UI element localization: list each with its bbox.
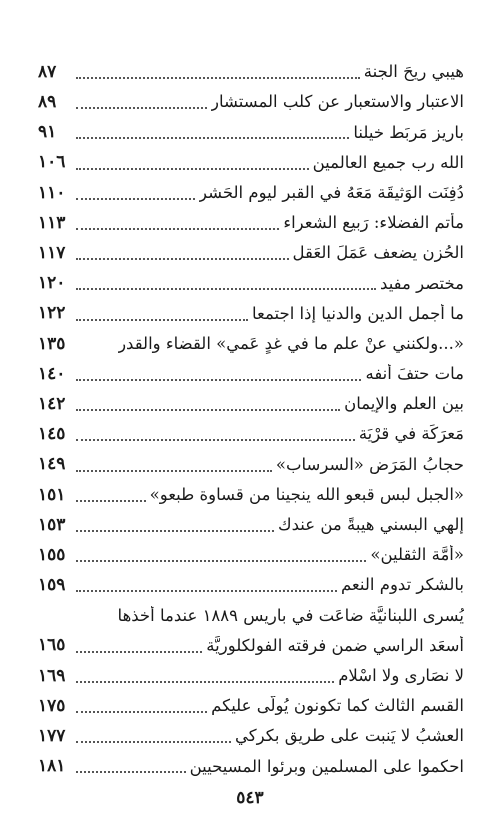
toc-entry-title: الله رب جميع العالمين (312, 152, 464, 172)
toc-entry-page-number: ١٠٦ (38, 152, 66, 173)
toc-entry (38, 359, 464, 389)
toc-entry (38, 87, 464, 117)
toc-entry-page-number: ١٥١ (38, 484, 66, 505)
toc-entry-title: حجابُ المَرَض «السرساب» (275, 454, 464, 474)
toc-entry-title: بين العلم والإيمان (344, 394, 464, 414)
toc-dot-leader (76, 651, 202, 653)
toc-dot-leader (76, 590, 337, 592)
toc-entry-title: «الجبل لبس قبعو الله ينجينا من قساوة طبعو» (149, 484, 464, 504)
toc-entry-page-number: ٩١ (38, 122, 57, 143)
page-number: ٥٤٣ (236, 788, 264, 808)
toc-dot-leader (76, 560, 366, 562)
toc-entry-title: إلهي البسني هيبةً من عندك (278, 515, 464, 534)
toc-entry-page-number: ١٦٩ (38, 665, 66, 686)
toc-entry (38, 148, 464, 178)
toc-entry (38, 178, 464, 208)
toc-entry (38, 57, 464, 87)
toc-entry-page-number: ١٢٢ (38, 303, 66, 324)
toc-entry-title: القسم الثالث كما تكونون يُولَّى عليكم (211, 696, 464, 716)
toc-dot-leader (76, 319, 248, 321)
toc-entry-page-number: ١٤٠ (38, 363, 66, 384)
table-of-contents (38, 57, 464, 782)
toc-entry-page-number: ١٢٠ (38, 273, 66, 294)
toc-entry-title: مَعرَكَة في قرْيَة (358, 424, 464, 444)
toc-entry-title: ما أجمل الدين والدنيا إذا اجتمعا (252, 303, 464, 323)
toc-entry-page-number: ١١٣ (38, 212, 66, 233)
toc-dot-leader (76, 500, 146, 502)
toc-dot-leader (76, 107, 207, 109)
toc-entry (38, 570, 464, 600)
toc-entry (38, 419, 464, 449)
toc-dot-leader (76, 77, 360, 79)
toc-entry-page-number: ١٥٥ (38, 544, 66, 565)
toc-entry-page-number: ١٧٧ (38, 726, 66, 747)
toc-entry-title: مات حتفَ أنفه (365, 364, 464, 384)
toc-entry (38, 510, 464, 540)
toc-dot-leader (76, 771, 186, 773)
toc-dot-leader (76, 409, 340, 411)
toc-dot-leader (76, 470, 272, 472)
toc-entry (38, 540, 464, 570)
toc-entry (38, 631, 464, 661)
toc-entry-title: باريز مَربَط خيلنا (353, 122, 464, 142)
toc-dot-leader (76, 137, 349, 139)
toc-entry (38, 299, 464, 329)
toc-dot-leader (76, 711, 207, 713)
toc-entry-title: دُفِنَت الوَثيقَة مَعَهُ في القبر ليوم الحَشر (199, 182, 464, 202)
toc-dot-leader (76, 198, 195, 200)
toc-entry-page-number: ١٤٢ (38, 393, 66, 414)
toc-entry-page-number: ٨٩ (38, 92, 57, 113)
toc-entry (38, 661, 464, 691)
toc-entry-page-number: ١١٠ (38, 182, 66, 203)
toc-entry-page-number: ١٤٩ (38, 454, 66, 475)
toc-entry (38, 208, 464, 238)
toc-dot-leader (76, 530, 274, 532)
toc-entry (38, 751, 464, 781)
toc-entry (38, 389, 464, 419)
toc-entry-title: العشبُ لا يَنبت على طريق بكركي (235, 726, 464, 746)
toc-entry-title: احكموا على المسلمين وبرئوا المسيحيين (189, 756, 464, 776)
toc-dot-leader (76, 258, 289, 260)
toc-entry (38, 238, 464, 268)
toc-entry (38, 480, 464, 510)
toc-entry-title: الاعتبار والاستعبار عن كلب المستشار (211, 92, 464, 112)
toc-entry-title: يُسرى اللبنانيَّة ضاعَت في باريس ١٨٨٩ عندما أخذها (117, 605, 464, 625)
toc-entry-page-number: ١٤٥ (38, 424, 66, 445)
toc-dot-leader (76, 168, 309, 170)
toc-entry-title: الحُزن يضعف عَمَلَ العَقل (292, 243, 464, 263)
toc-entry-title: «...ولكنني عنْ علم ما في غدٍ عَمي» القضاء والقدر (118, 333, 464, 353)
toc-entry-page-number: ١١٧ (38, 243, 66, 264)
toc-entry (38, 329, 464, 359)
toc-dot-leader (76, 439, 355, 441)
toc-entry-title: هيبي ريحَ الجنة (363, 62, 464, 82)
toc-entry-page-number: ١٥٩ (38, 575, 66, 596)
toc-entry (38, 268, 464, 298)
toc-entry-title: مأتم الفضلاء: رَبيع الشعراء (283, 213, 464, 233)
toc-entry-page-number: ١٧٥ (38, 695, 66, 716)
toc-entry-title: مختصر مفيد (380, 273, 464, 293)
toc-dot-leader (76, 681, 334, 683)
toc-entry (38, 691, 464, 721)
toc-entry-title: «أمَّة الثقلين» (370, 545, 464, 565)
toc-entry-page-number: ١٦٥ (38, 635, 66, 656)
toc-dot-leader (76, 741, 231, 743)
toc-entry-page-number: ٨٧ (38, 61, 57, 82)
toc-entry (38, 600, 464, 630)
toc-entry (38, 117, 464, 147)
toc-dot-leader (76, 379, 361, 381)
toc-entry-title: لا نصَارى ولا اسْلام (338, 665, 464, 685)
toc-entry (38, 721, 464, 751)
toc-dot-leader (76, 288, 376, 290)
toc-entry (38, 449, 464, 479)
toc-entry-page-number: ١٥٣ (38, 514, 66, 535)
toc-entry-page-number: ١٣٥ (38, 333, 66, 354)
toc-entry-page-number: ١٨١ (38, 756, 66, 777)
toc-entry-title: أسعَد الراسي ضمن فرقته الفولكلوريَّة (206, 635, 464, 655)
toc-entry-title: بالشكر تدوم النعم (340, 575, 464, 595)
toc-dot-leader (76, 228, 279, 230)
